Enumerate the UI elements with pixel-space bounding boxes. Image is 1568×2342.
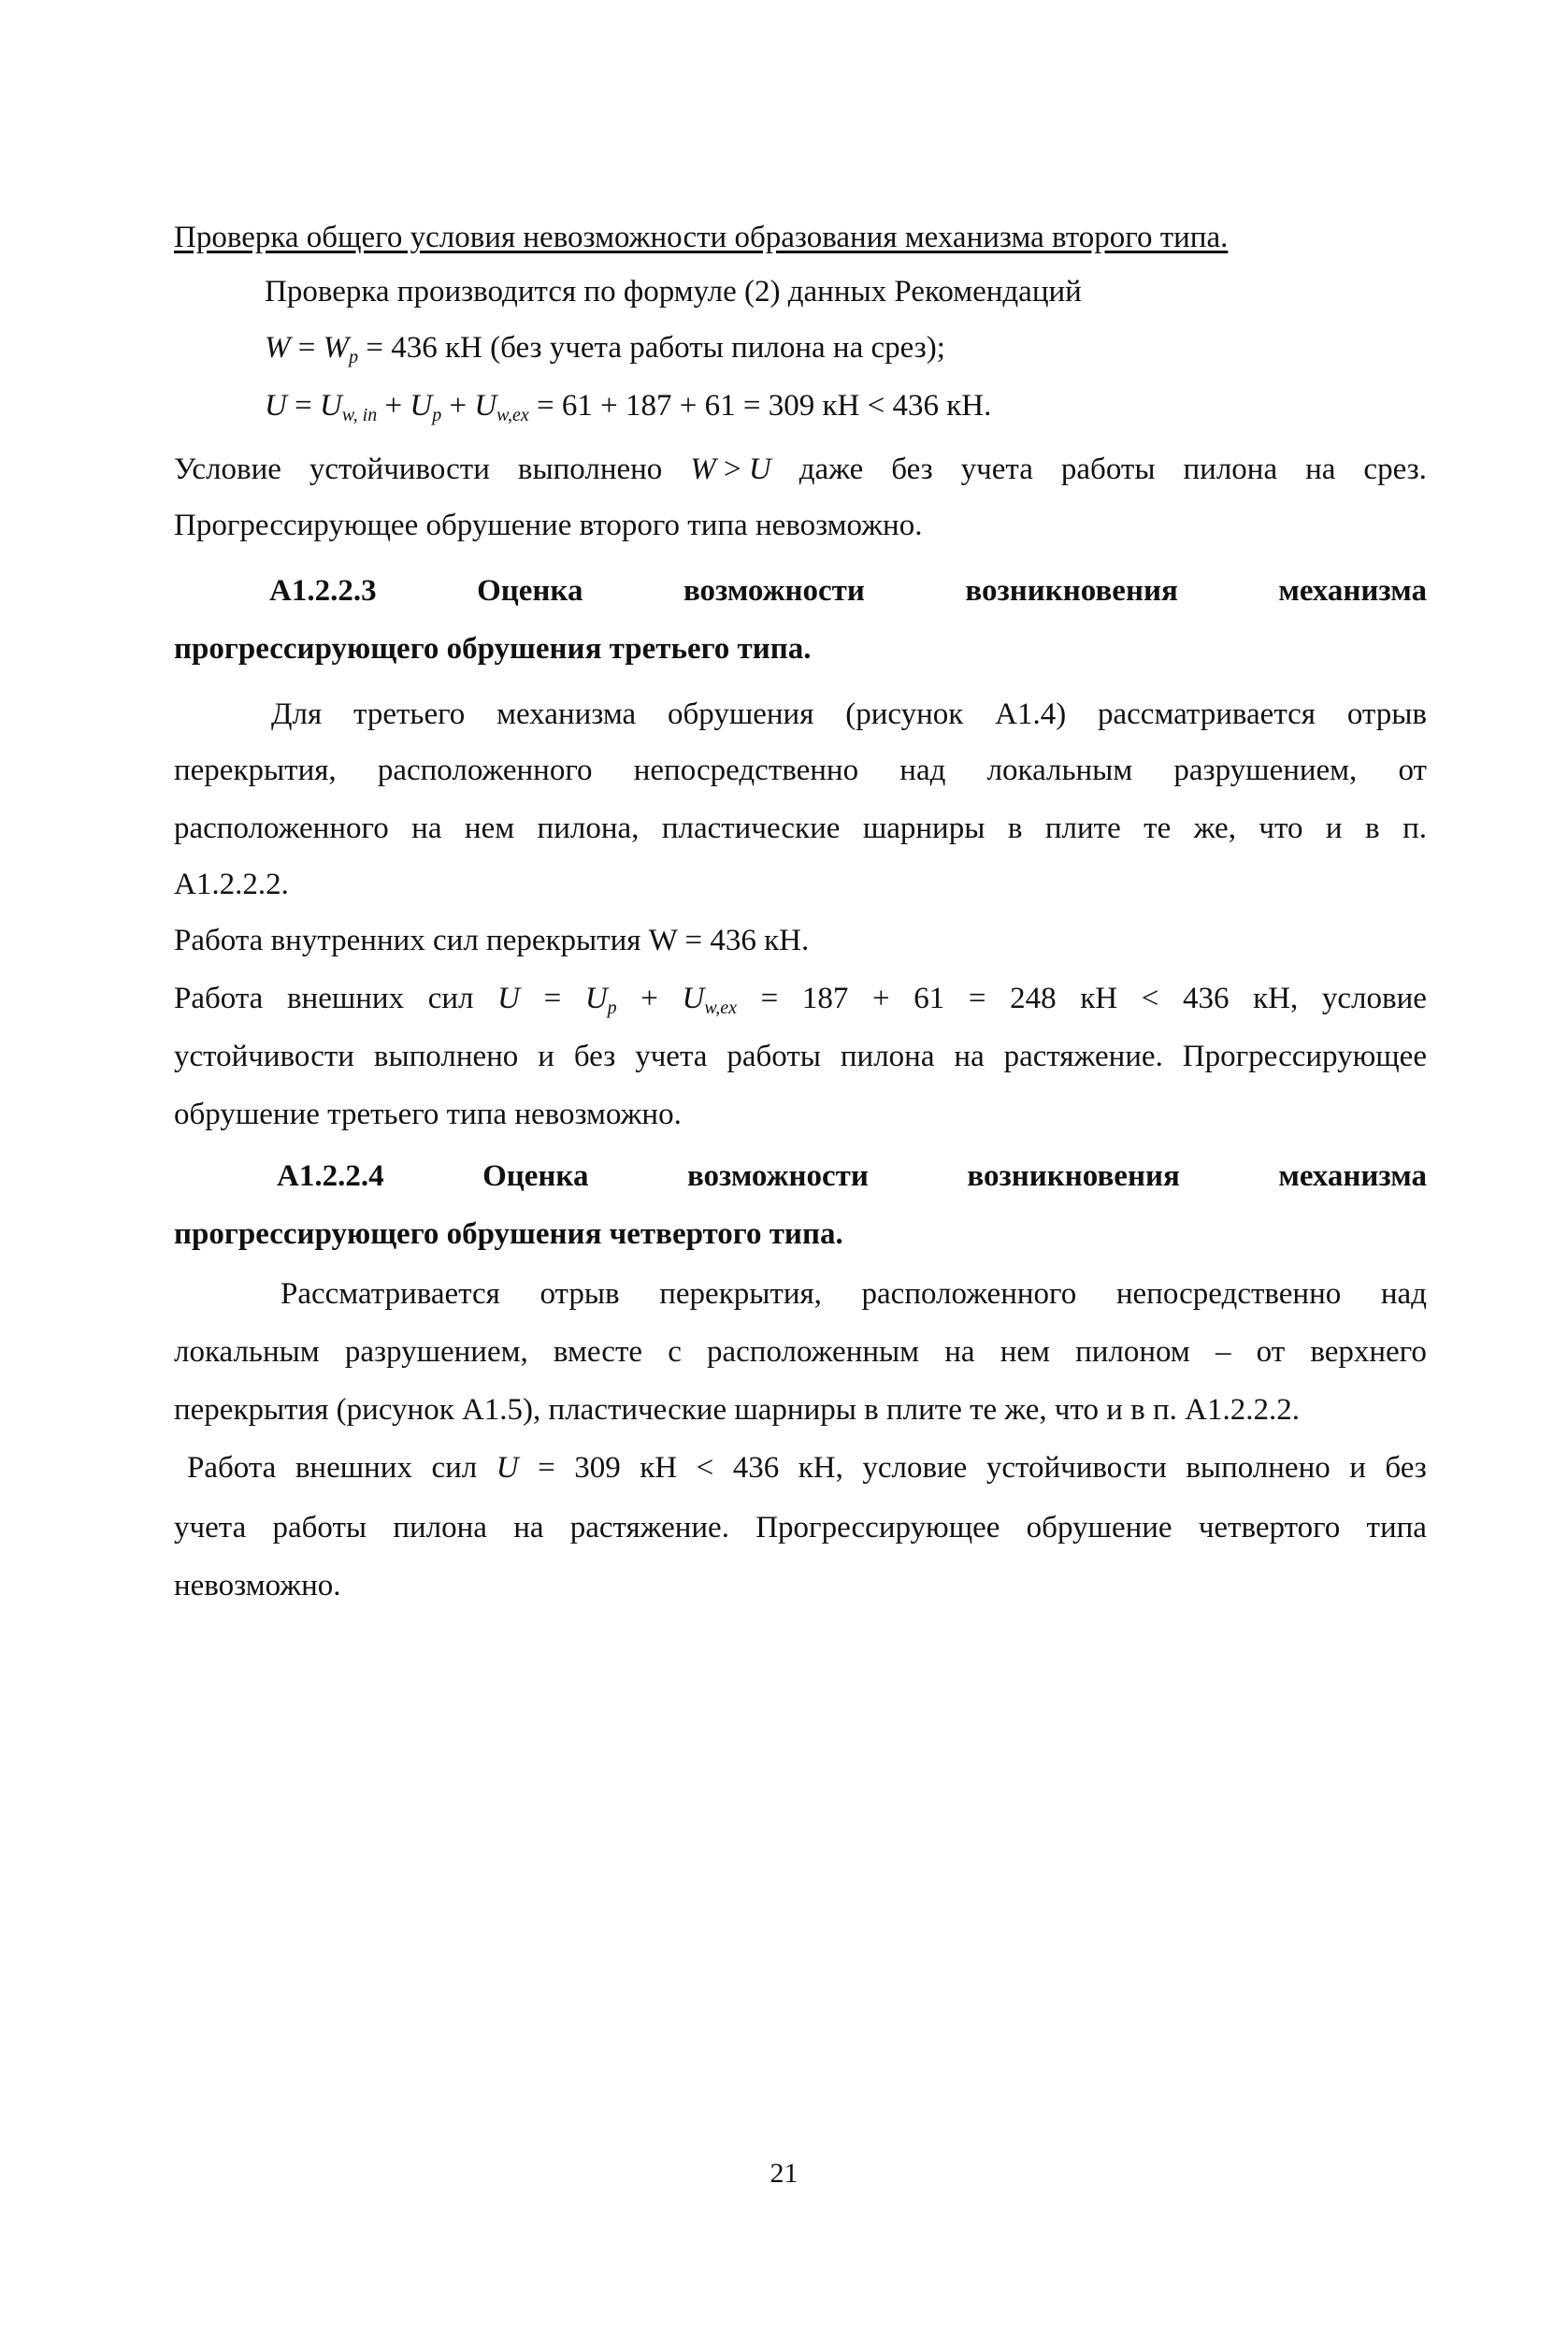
word: Работа (187, 1451, 277, 1485)
uwex-sub: w,ex (496, 405, 529, 425)
word: механизма (1278, 574, 1427, 608)
w-formula (265, 327, 1518, 368)
section3-para-line3 (174, 808, 1427, 849)
word: локальным (986, 754, 1133, 787)
uw-sub: w, in (341, 405, 378, 425)
word: < (1141, 982, 1159, 1015)
section4-para-line1 (281, 1273, 1427, 1315)
word: условие (862, 1451, 968, 1485)
word: те (1144, 812, 1172, 845)
word: расположенным (707, 1335, 920, 1369)
word: растяжение. (1003, 1040, 1163, 1073)
word: возникновения (965, 574, 1178, 608)
word: кН, (798, 1451, 843, 1485)
check-conclusion-line1 (174, 449, 1427, 490)
word: от (1256, 1335, 1286, 1369)
word: без (573, 1040, 616, 1073)
section3-title-line1 (269, 570, 1427, 611)
word: условие (1321, 982, 1427, 1015)
word: выполнено (1186, 1451, 1331, 1485)
word: пластические (661, 812, 841, 845)
word: Условие (174, 453, 281, 486)
section3-title-line2: прогрессирующего обрушения третьего типа. (174, 632, 812, 666)
word: Рассматривается (281, 1277, 500, 1311)
word: 187 (801, 982, 849, 1015)
word: устойчивости (309, 453, 490, 486)
word: разрушением, (344, 1335, 528, 1369)
word: выполнено (517, 453, 663, 486)
word: 248 (1010, 982, 1057, 1015)
word: = (543, 982, 562, 1015)
word: А1.4) (995, 697, 1067, 731)
word: и (1325, 812, 1343, 845)
word: учета (174, 1511, 247, 1545)
word: = (538, 1451, 555, 1485)
word: и (538, 1040, 554, 1073)
word: работы (272, 1511, 367, 1545)
word: на (1305, 453, 1336, 486)
word: сил (427, 982, 474, 1015)
word: внешних (286, 982, 405, 1015)
heading: Проверка общего условия невозможности образования механизма второго типа. (174, 221, 1229, 254)
word: п. (1403, 812, 1427, 845)
word: Оценка (477, 574, 583, 608)
word: типа (1366, 1511, 1427, 1545)
word: работы (1060, 453, 1156, 486)
word: над (1380, 1277, 1427, 1311)
word: четвертого (1198, 1511, 1341, 1545)
word: третьего (353, 697, 466, 731)
word: W > U (690, 453, 771, 486)
word: Для (271, 697, 323, 731)
section4-title-line2: прогрессирующего обрушения четвертого типа. (174, 1217, 843, 1251)
word: обрушения (667, 697, 814, 731)
section3-inner-work: Работа внутренних сил перекрытия W = 436 кН. (174, 924, 810, 957)
check-conclusion-line2: Прогрессирующее обрушение второго типа невозможно. (174, 509, 923, 542)
word: верхнего (1310, 1335, 1427, 1369)
word: внешних (295, 1451, 412, 1485)
word: 61 (913, 982, 945, 1015)
word: без (1385, 1451, 1427, 1485)
word: возникновения (967, 1159, 1180, 1193)
word: 436 (732, 1451, 780, 1485)
uwex-symbol: U (474, 389, 497, 423)
word: пилона (1183, 453, 1278, 486)
word: Прогрессирующее (755, 1511, 1000, 1545)
wp-sub: p (349, 347, 359, 367)
word: перекрытия, (659, 1277, 822, 1311)
word: непосредственно (1115, 1277, 1342, 1311)
word: вместе (553, 1335, 643, 1369)
word: сил (431, 1451, 478, 1485)
word: пилоном (1075, 1335, 1190, 1369)
section4-outer-line1 (187, 1447, 1427, 1488)
section4-outer-line3: невозможно. (174, 1569, 341, 1602)
w-formula-rest: = 436 кН (без учета работы пилона на срез); (358, 331, 945, 365)
word: от (1398, 754, 1427, 787)
word: на (411, 812, 442, 845)
word: кН (1080, 982, 1118, 1015)
word: + (640, 982, 658, 1015)
word: – (1215, 1335, 1231, 1369)
word: учета (960, 453, 1033, 486)
word: что (1259, 812, 1303, 845)
word: расположенного (377, 754, 593, 787)
section3-outer-line2 (174, 1036, 1427, 1077)
wp-symbol: W (323, 331, 350, 365)
check-intro: Проверка производится по формуле (2) данных Рекомендаций (265, 275, 1082, 309)
u-formula-rest: = 61 + 187 + 61 = 309 кН < 436 кН. (528, 389, 992, 423)
word: пилона (840, 1040, 935, 1073)
word: без (891, 453, 933, 486)
word: возможности (686, 1159, 869, 1193)
word: = (968, 982, 986, 1015)
word: U (497, 982, 520, 1015)
word: U (496, 1451, 519, 1485)
word: А1.2.2.3 (269, 574, 377, 608)
word: 309 (574, 1451, 621, 1485)
page-number: 21 (770, 2158, 798, 2189)
word: на (513, 1511, 544, 1545)
word: плите (1044, 812, 1121, 845)
word: непосредственно (633, 754, 859, 787)
word: разрушением, (1173, 754, 1358, 787)
word: в (1365, 812, 1380, 845)
u-plus1: + (377, 389, 410, 423)
word: кН, (1253, 982, 1299, 1015)
section3-para-line4: А1.2.2.2. (174, 868, 289, 901)
word: пилона, (537, 812, 640, 845)
word: < (696, 1451, 714, 1485)
word: локальным (174, 1335, 320, 1369)
word: рассматривается (1098, 697, 1316, 731)
word: механизма (1278, 1159, 1427, 1193)
word: возможности (683, 574, 865, 608)
word: учета (635, 1040, 708, 1073)
word: же, (1193, 812, 1236, 845)
up-symbol: U (410, 389, 433, 423)
section3-outer-line1 (174, 978, 1427, 1019)
section4-para-line2 (174, 1331, 1427, 1372)
u-formula (265, 385, 1518, 426)
word: нем (464, 812, 515, 845)
word: с (668, 1335, 682, 1369)
word: шарниры (862, 812, 985, 845)
word: 436 (1183, 982, 1230, 1015)
u-eq: = (286, 389, 320, 423)
w-eq: = (290, 331, 324, 365)
word: Прогрессирующее (1182, 1040, 1427, 1073)
word: + (872, 982, 890, 1015)
word: и (1349, 1451, 1366, 1485)
word: отрыв (539, 1277, 620, 1311)
word: на (954, 1040, 985, 1073)
word: расположенного (861, 1277, 1077, 1311)
uw-symbol: U (319, 389, 342, 423)
section3-para-line1 (271, 694, 1427, 735)
word: даже (798, 453, 864, 486)
word: А1.2.2.4 (277, 1159, 384, 1193)
word: Работа (174, 982, 264, 1015)
word: срез. (1363, 453, 1427, 486)
word: $U_{w,ex}$ (682, 982, 737, 1018)
up-sub: p (432, 405, 442, 425)
section4-title-line1 (277, 1156, 1427, 1197)
section4-para-line3: перекрытия (рисунок А1.5), пластические шарниры в плите те же, что и в п. А1.2.2.2. (174, 1393, 1300, 1427)
word: на (944, 1335, 975, 1369)
word: отрыв (1346, 697, 1427, 731)
word: в (1007, 812, 1023, 845)
word: над (899, 754, 946, 787)
word: = (760, 982, 779, 1015)
word: устойчивости (174, 1040, 354, 1073)
word: $U_p$ (584, 982, 617, 1018)
word: обрушение (1026, 1511, 1172, 1545)
u-plus2: + (441, 389, 475, 423)
u-symbol: U (265, 389, 287, 423)
word: перекрытия, (174, 754, 337, 787)
word: устойчивости (985, 1451, 1167, 1485)
word: работы (726, 1040, 821, 1073)
section4-outer-line2 (174, 1507, 1427, 1548)
w-symbol: W (265, 331, 291, 365)
word: пилона (393, 1511, 487, 1545)
word: расположенного (174, 812, 389, 845)
word: кН (640, 1451, 678, 1485)
word: Оценка (482, 1159, 589, 1193)
word: (рисунок (845, 697, 964, 731)
word: нем (1000, 1335, 1050, 1369)
section3-para-line2 (174, 750, 1427, 791)
word: растяжение. (569, 1511, 729, 1545)
word: механизма (496, 697, 637, 731)
section3-outer-line3: обрушение третьего типа невозможно. (174, 1098, 682, 1131)
word: выполнено (373, 1040, 519, 1073)
